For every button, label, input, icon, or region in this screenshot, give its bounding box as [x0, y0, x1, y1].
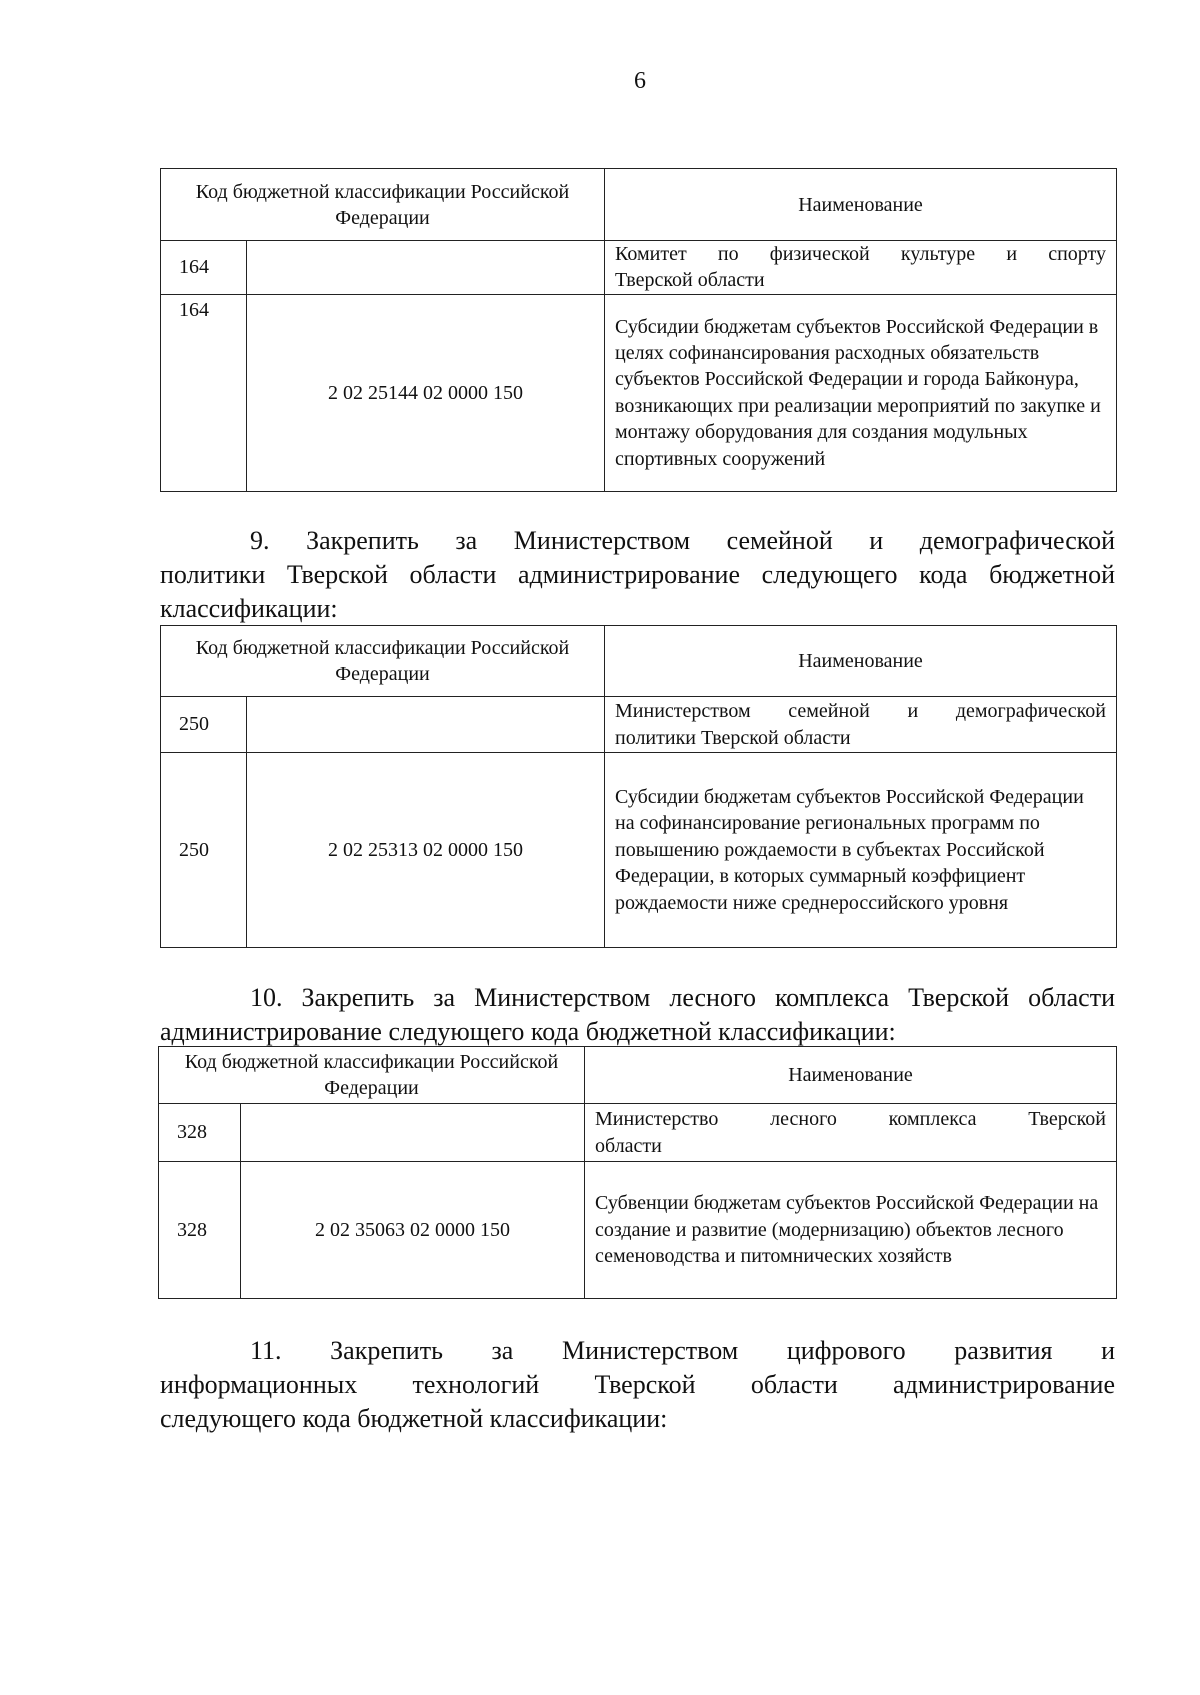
name-text: политики Тверской области: [615, 726, 851, 749]
table-row: [161, 753, 1117, 948]
paragraph-9: [160, 524, 1115, 626]
name-cell: [605, 241, 1117, 295]
name-text: Комитет по физической культуре и спорту: [615, 243, 1107, 265]
paragraph-10: [160, 981, 1115, 1049]
table-row: [159, 1104, 1117, 1162]
name-cell: [605, 697, 1117, 753]
admin-code-cell: 250: [161, 753, 247, 948]
table-row: [161, 241, 1117, 295]
column-header-code: Код бюджетной классификации Российской Федерации: [159, 1047, 585, 1104]
table-header-row: [161, 169, 1117, 241]
table-header-row: [159, 1047, 1117, 1104]
kbk-table-family: [160, 625, 1117, 948]
table-row: [161, 294, 1117, 491]
paragraph-9-line-1: 9. Закрепить за Министерством семейной и демографической: [250, 526, 1115, 555]
name-text: Тверской области: [615, 269, 765, 292]
table-row: [161, 697, 1117, 753]
paragraph-10-line-1: 10. Закрепить за Министерством лесного комплекса Тверской области: [250, 983, 1115, 1012]
kbk-code-cell: 2 02 25313 02 0000 150: [247, 753, 605, 948]
paragraph-11: [160, 1334, 1115, 1436]
column-header-name: Наименование: [605, 169, 1117, 241]
name-text: Министерством семейной и демографической: [615, 700, 1107, 723]
kbk-table-sport: [160, 168, 1117, 492]
page-number: 6: [634, 68, 646, 94]
name-text: области: [595, 1134, 662, 1157]
name-cell: Субсидии бюджетам субъектов Российской Федерации в целях софинансирования расходных обязательств субъектов Российской Федерации и города Байконура, возникающих при реализации мероприятий по закупке и монтажу оборудования для создания модульных спортивных сооружений: [605, 294, 1117, 491]
paragraph-11-line-3: следующего кода бюджетной классификации:: [160, 1404, 668, 1433]
column-header-code: Код бюджетной классификации Российской Федерации: [161, 626, 605, 697]
admin-code-cell: 164: [161, 294, 247, 491]
kbk-code-cell: 2 02 35063 02 0000 150: [241, 1162, 585, 1299]
kbk-table-forestry: [158, 1046, 1117, 1299]
kbk-code-cell: [241, 1104, 585, 1162]
paragraph-10-rest: администрирование следующего кода бюджетной классификации:: [160, 1017, 896, 1046]
name-text: Министерство лесного комплекса Тверской: [595, 1108, 1107, 1131]
admin-code-cell: 328: [159, 1104, 241, 1162]
column-header-code: Код бюджетной классификации Российской Федерации: [161, 169, 605, 241]
admin-code-cell: 164: [161, 241, 247, 295]
table-header-row: [161, 626, 1117, 697]
name-cell: Субсидии бюджетам субъектов Российской Федерации на софинансирование региональных программ по повышению рождаемости в субъектах Российской Федерации, в которых суммарный коэффициент рождаемости ниже среднероссийского уровня: [605, 753, 1117, 948]
kbk-code-cell: 2 02 25144 02 0000 150: [247, 294, 605, 491]
admin-code-cell: 250: [161, 697, 247, 753]
column-header-name: Наименование: [605, 626, 1117, 697]
kbk-code-cell: [247, 241, 605, 295]
paragraph-11-line-2: информационных технологий Тверской области администрирование: [160, 1370, 1115, 1399]
table-row: [159, 1162, 1117, 1299]
admin-code-cell: 328: [159, 1162, 241, 1299]
name-cell: [585, 1104, 1117, 1162]
kbk-code-cell: [247, 697, 605, 753]
paragraph-11-line-1: 11. Закрепить за Министерством цифрового развития и: [250, 1336, 1115, 1365]
paragraph-9-rest: политики Тверской области администрирование следующего кода бюджетной классификации:: [160, 560, 1115, 623]
column-header-name: Наименование: [585, 1047, 1117, 1104]
name-cell: Субвенции бюджетам субъектов Российской Федерации на создание и развитие (модернизацию) объектов лесного семеноводства и питомнических хозяйств: [585, 1162, 1117, 1299]
